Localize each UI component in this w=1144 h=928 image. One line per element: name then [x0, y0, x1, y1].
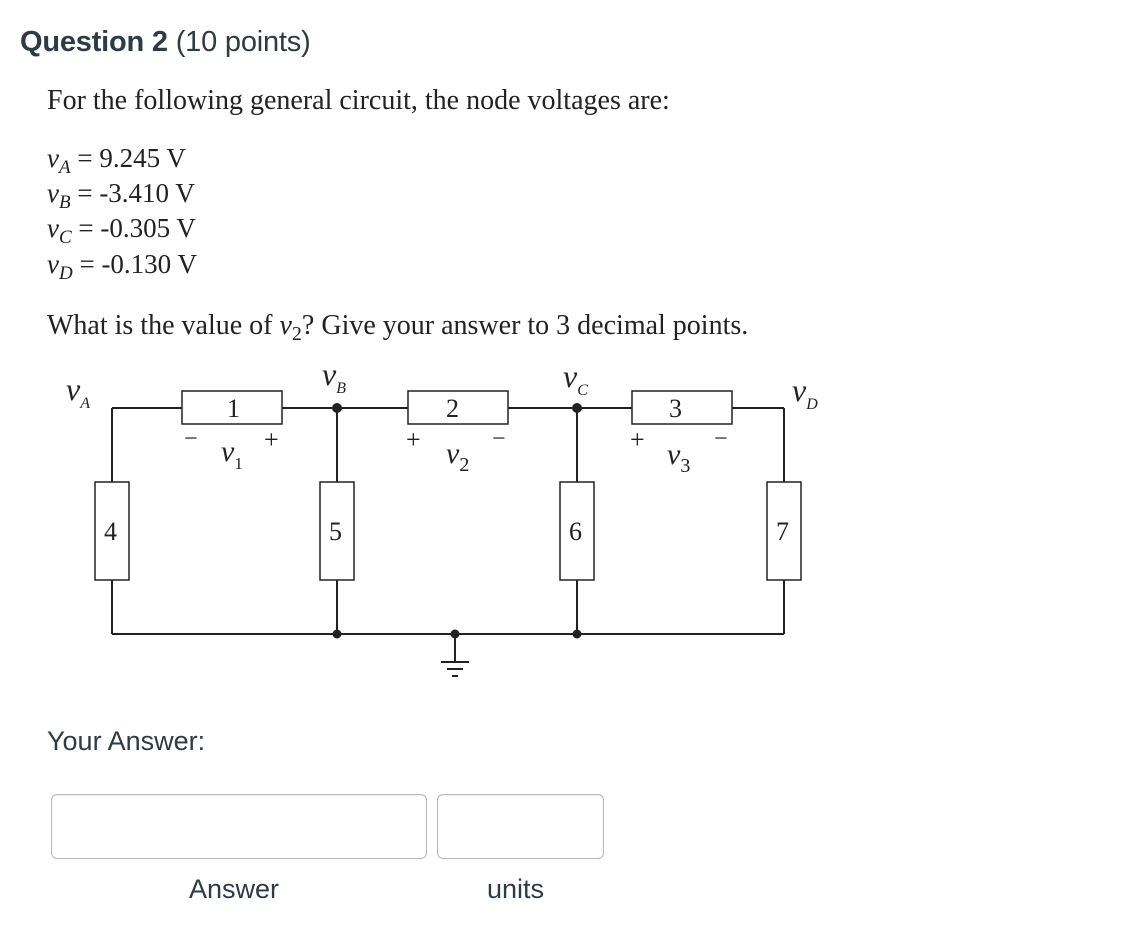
- question-intro: For the following general circuit, the node voltages are:: [47, 85, 670, 116]
- element-2-label: 2: [446, 394, 459, 423]
- element-3-label: 3: [669, 394, 682, 423]
- node-ground-dot: [451, 630, 460, 639]
- your-answer-label: Your Answer:: [47, 726, 206, 756]
- v1-plus-sign: +: [264, 425, 279, 454]
- node-b-dot: [332, 403, 342, 413]
- node-voltage-b: $v_B = -3.410$ V: [47, 178, 195, 213]
- node-c-dot: [572, 403, 582, 413]
- node-voltage-d: $v_D = -0.130$ V: [47, 249, 197, 284]
- v3-label: $v_3$: [667, 438, 691, 477]
- element-4-label: 4: [104, 517, 117, 546]
- v1-label: $v_1$: [221, 435, 243, 473]
- v2-minus-sign: −: [492, 426, 506, 452]
- question-title: [20, 26, 311, 59]
- node-voltage-c: $v_C = -0.305$ V: [47, 213, 196, 248]
- element-3-box: [632, 391, 732, 424]
- node-c-label: $v_C$: [563, 358, 588, 399]
- v3-plus-sign: +: [630, 425, 645, 454]
- question-prompt: What is the value of $v_2$? Give your answer to 3 decimal points.: [47, 310, 749, 345]
- element-7-label: 7: [776, 517, 789, 546]
- units-input[interactable]: [437, 794, 604, 859]
- question-points: (10 points): [175, 26, 311, 58]
- node-b-label: $v_B$: [322, 356, 346, 397]
- element-5-label: 5: [329, 517, 342, 546]
- answer-caption: Answer: [189, 874, 280, 904]
- v1-minus-sign: −: [184, 426, 198, 452]
- node-d-label: $v_D$: [792, 372, 818, 413]
- element-6-label: 6: [569, 517, 582, 546]
- question-number: Question 2: [20, 26, 168, 58]
- circuit-diagram: [0, 355, 880, 685]
- node-bottom-c-dot: [573, 630, 582, 639]
- element-1-label: 1: [227, 394, 240, 423]
- v2-plus-sign: +: [406, 425, 421, 454]
- node-a-label: $v_A$: [66, 371, 90, 412]
- units-caption: units: [487, 874, 545, 904]
- v2-label: $v_2$: [446, 437, 470, 476]
- v3-minus-sign: −: [714, 426, 728, 452]
- answer-input[interactable]: [51, 794, 427, 859]
- node-bottom-b-dot: [333, 630, 342, 639]
- node-voltage-a: $v_A = 9.245$ V: [47, 143, 186, 178]
